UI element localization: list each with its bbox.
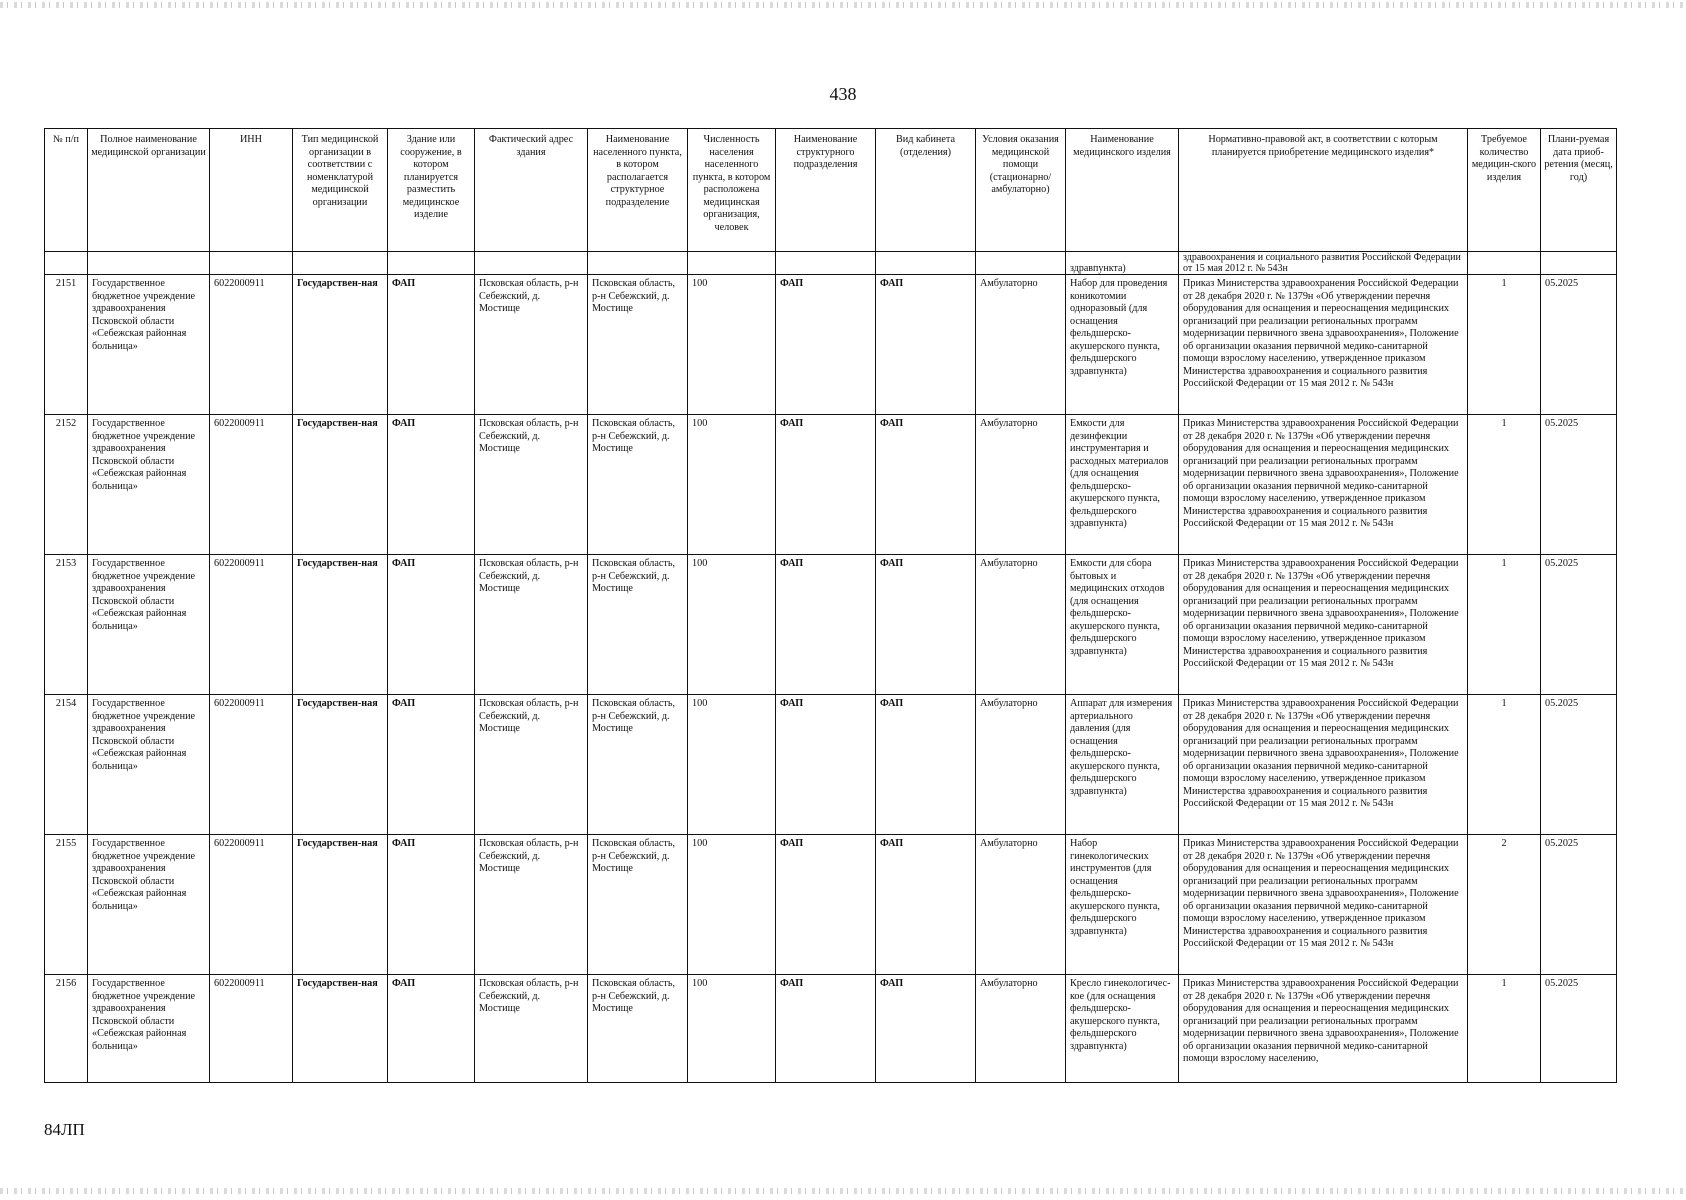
- row-date: 05.2025: [1541, 415, 1617, 555]
- row-settlement: Псковская область, р-н Себежский, д. Мостище: [588, 555, 688, 695]
- row-item: Набор для проведения коникотомии одноразовый (для оснащения фельдшерско-акушерского пункта, фельдшерского здравпункта): [1066, 275, 1179, 415]
- row-cabinet: ФАП: [876, 275, 976, 415]
- row-building: ФАП: [388, 835, 475, 975]
- row-date: 05.2025: [1541, 275, 1617, 415]
- table-cell: [688, 252, 776, 275]
- row-settlement: Псковская область, р-н Себежский, д. Мостище: [588, 835, 688, 975]
- row-num: 2155: [45, 835, 88, 975]
- row-qty: 1: [1468, 555, 1541, 695]
- row-act: Приказ Министерства здравоохранения Российской Федерации от 28 декабря 2020 г. № 1379н «Об утверждении перечня оборудования для оснащения и переоснащения медицинских организаций при реализации региональных программ модернизации первичного звена здравоохранения», Положение об организации оказания первичной медико-санитарной помощи взрослому населению,: [1179, 975, 1468, 1083]
- header-cell-org: Полное наименование медицинской организации: [88, 129, 210, 252]
- footer-code: 84ЛП: [44, 1120, 85, 1139]
- row-cabinet: ФАП: [876, 695, 976, 835]
- row-settlement: Псковская область, р-н Себежский, д. Мостище: [588, 695, 688, 835]
- row-type: Государствен-ная: [293, 415, 388, 555]
- row-conditions: Амбулаторно: [976, 695, 1066, 835]
- header-cell-num: № п/п: [45, 129, 88, 252]
- row-act: Приказ Министерства здравоохранения Российской Федерации от 28 декабря 2020 г. № 1379н «Об утверждении перечня оборудования для оснащения и переоснащения медицинских организаций при реализации региональных программ модернизации первичного звена здравоохранения», Положение об организации оказания первичной медико-санитарной помощи взрослому населению, утвержденное приказом Министерства здравоохранения и социального развития Российской Федерации от 15 мая 2012 г. № 543н: [1179, 415, 1468, 555]
- row-building: ФАП: [388, 695, 475, 835]
- row-num: 2153: [45, 555, 88, 695]
- row-org: Государственное бюджетное учреждение здравоохранения Псковской области «Себежская районная больница»: [88, 835, 210, 975]
- row-conditions: Амбулаторно: [976, 555, 1066, 695]
- header-cell-qty: Требуемое количество медицин-ского изделия: [1468, 129, 1541, 252]
- table-cell: [876, 252, 976, 275]
- header-cell-building: Здание или сооружение, в котором планируется разместить медицинское изделие: [388, 129, 475, 252]
- row-item: Емкости для сбора бытовых и медицинских отходов (для оснащения фельдшерско-акушерского пункта, фельдшерского здравпункта): [1066, 555, 1179, 695]
- table-row: [45, 835, 1617, 975]
- row-org: Государственное бюджетное учреждение здравоохранения Псковской области «Себежская районная больница»: [88, 555, 210, 695]
- row-org: Государственное бюджетное учреждение здравоохранения Псковской области «Себежская районная больница»: [88, 975, 210, 1083]
- row-division: ФАП: [776, 975, 876, 1083]
- row-inn: 6022000911: [210, 975, 293, 1083]
- row-population: 100: [688, 695, 776, 835]
- row-date: 05.2025: [1541, 975, 1617, 1083]
- row-act: Приказ Министерства здравоохранения Российской Федерации от 28 декабря 2020 г. № 1379н «Об утверждении перечня оборудования для оснащения и переоснащения медицинских организаций при реализации региональных программ модернизации первичного звена здравоохранения», Положение об организации оказания первичной медико-санитарной помощи взрослому населению, утвержденное приказом Министерства здравоохранения и социального развития Российской Федерации от 15 мая 2012 г. № 543н: [1179, 555, 1468, 695]
- table-cell: [776, 252, 876, 275]
- row-org: Государственное бюджетное учреждение здравоохранения Псковской области «Себежская районная больница»: [88, 275, 210, 415]
- row-act: Приказ Министерства здравоохранения Российской Федерации от 28 декабря 2020 г. № 1379н «Об утверждении перечня оборудования для оснащения и переоснащения медицинских организаций при реализации региональных программ модернизации первичного звена здравоохранения», Положение об организации оказания первичной медико-санитарной помощи взрослому населению, утвержденное приказом Министерства здравоохранения и социального развития Российской Федерации от 15 мая 2012 г. № 543н: [1179, 835, 1468, 975]
- table-cell: [475, 252, 588, 275]
- row-inn: 6022000911: [210, 695, 293, 835]
- row-building: ФАП: [388, 415, 475, 555]
- row-address: Псковская область, р-н Себежский, д. Мостище: [475, 975, 588, 1083]
- header-cell-act: Нормативно-правовой акт, в соответствии с которым планируется приобретение медицинского изделия*: [1179, 129, 1468, 252]
- row-qty: 1: [1468, 415, 1541, 555]
- row-population: 100: [688, 415, 776, 555]
- row-qty: 1: [1468, 275, 1541, 415]
- row-building: ФАП: [388, 555, 475, 695]
- row-division: ФАП: [776, 275, 876, 415]
- row-qty: 2: [1468, 835, 1541, 975]
- row-type: Государствен-ная: [293, 695, 388, 835]
- row-qty: 1: [1468, 975, 1541, 1083]
- header-cell-item: Наименование медицинского изделия: [1066, 129, 1179, 252]
- header-cell-division: Наименование структурного подразделения: [776, 129, 876, 252]
- row-population: 100: [688, 275, 776, 415]
- header-cell-cabinet: Вид кабинета (отделения): [876, 129, 976, 252]
- row-type: Государствен-ная: [293, 555, 388, 695]
- row-conditions: Амбулаторно: [976, 415, 1066, 555]
- page-number: 438: [829, 84, 857, 104]
- row-type: Государствен-ная: [293, 975, 388, 1083]
- row-org: Государственное бюджетное учреждение здравоохранения Псковской области «Себежская районная больница»: [88, 695, 210, 835]
- row-division: ФАП: [776, 835, 876, 975]
- row-num: 2152: [45, 415, 88, 555]
- row-division: ФАП: [776, 415, 876, 555]
- row-address: Псковская область, р-н Себежский, д. Мостище: [475, 555, 588, 695]
- table-cell: [1468, 252, 1541, 275]
- header-cell-address: Фактический адрес здания: [475, 129, 588, 252]
- row-cabinet: ФАП: [876, 835, 976, 975]
- row-address: Псковская область, р-н Себежский, д. Мостище: [475, 275, 588, 415]
- table-header-row: [45, 129, 1617, 252]
- continuation-item: здравпункта): [1066, 252, 1179, 275]
- row-address: Псковская область, р-н Себежский, д. Мостище: [475, 415, 588, 555]
- scan-edge-top: [0, 2, 1686, 8]
- header-cell-type: Тип медицинской организации в соответствии с номенклатурой медицинской организации: [293, 129, 388, 252]
- row-population: 100: [688, 555, 776, 695]
- table-cell: [210, 252, 293, 275]
- row-population: 100: [688, 835, 776, 975]
- row-conditions: Амбулаторно: [976, 975, 1066, 1083]
- row-conditions: Амбулаторно: [976, 835, 1066, 975]
- equipment-table: [44, 128, 1617, 1083]
- row-type: Государствен-ная: [293, 275, 388, 415]
- row-num: 2151: [45, 275, 88, 415]
- scan-edge-bottom: [0, 1188, 1686, 1194]
- row-population: 100: [688, 975, 776, 1083]
- row-item: Кресло гинекологичес-кое (для оснащения фельдшерско-акушерского пункта, фельдшерского здравпункта): [1066, 975, 1179, 1083]
- row-date: 05.2025: [1541, 555, 1617, 695]
- header-cell-date: Плани-руемая дата приоб-ретения (месяц, год): [1541, 129, 1617, 252]
- row-date: 05.2025: [1541, 695, 1617, 835]
- row-settlement: Псковская область, р-н Себежский, д. Мостище: [588, 415, 688, 555]
- table-cell: [293, 252, 388, 275]
- row-org: Государственное бюджетное учреждение здравоохранения Псковской области «Себежская районная больница»: [88, 415, 210, 555]
- row-date: 05.2025: [1541, 835, 1617, 975]
- row-settlement: Псковская область, р-н Себежский, д. Мостище: [588, 975, 688, 1083]
- table-row: [45, 275, 1617, 415]
- row-act: Приказ Министерства здравоохранения Российской Федерации от 28 декабря 2020 г. № 1379н «Об утверждении перечня оборудования для оснащения и переоснащения медицинских организаций при реализации региональных программ модернизации первичного звена здравоохранения», Положение об организации оказания первичной медико-санитарной помощи взрослому населению, утвержденное приказом Министерства здравоохранения и социального развития Российской Федерации от 15 мая 2012 г. № 543н: [1179, 275, 1468, 415]
- row-settlement: Псковская область, р-н Себежский, д. Мостище: [588, 275, 688, 415]
- row-cabinet: ФАП: [876, 555, 976, 695]
- row-item: Набор гинекологических инструментов (для оснащения фельдшерско-акушерского пункта, фельдшерского здравпункта): [1066, 835, 1179, 975]
- row-inn: 6022000911: [210, 415, 293, 555]
- row-act: Приказ Министерства здравоохранения Российской Федерации от 28 декабря 2020 г. № 1379н «Об утверждении перечня оборудования для оснащения и переоснащения медицинских организаций при реализации региональных программ модернизации первичного звена здравоохранения», Положение об организации оказания первичной медико-санитарной помощи взрослому населению, утвержденное приказом Министерства здравоохранения и социального развития Российской Федерации от 15 мая 2012 г. № 543н: [1179, 695, 1468, 835]
- row-type: Государствен-ная: [293, 835, 388, 975]
- row-inn: 6022000911: [210, 555, 293, 695]
- table-cell: [88, 252, 210, 275]
- row-building: ФАП: [388, 975, 475, 1083]
- table-row: [45, 695, 1617, 835]
- row-conditions: Амбулаторно: [976, 275, 1066, 415]
- table-cell: [1541, 252, 1617, 275]
- row-item: Емкости для дезинфекции инструментария и расходных материалов (для оснащения фельдшерско-акушерского пункта, фельдшерского здравпункта): [1066, 415, 1179, 555]
- row-cabinet: ФАП: [876, 975, 976, 1083]
- table-row: [45, 555, 1617, 695]
- table-cell: [388, 252, 475, 275]
- row-qty: 1: [1468, 695, 1541, 835]
- row-num: 2156: [45, 975, 88, 1083]
- table-cell: [45, 252, 88, 275]
- table-cell: [588, 252, 688, 275]
- row-num: 2154: [45, 695, 88, 835]
- header-cell-settlement: Наименование населенного пункта, в котором располагается структурное подразделение: [588, 129, 688, 252]
- header-cell-population: Численность населения населенного пункта, в котором расположена медицинская организация, человек: [688, 129, 776, 252]
- header-cell-inn: ИНН: [210, 129, 293, 252]
- table-row: [45, 415, 1617, 555]
- header-cell-conditions: Условия оказания медицинской помощи (стационарно/ амбулаторно): [976, 129, 1066, 252]
- continuation-row: [45, 252, 1617, 275]
- table-cell: [976, 252, 1066, 275]
- row-division: ФАП: [776, 555, 876, 695]
- row-building: ФАП: [388, 275, 475, 415]
- row-inn: 6022000911: [210, 275, 293, 415]
- row-item: Аппарат для измерения артериального давления (для оснащения фельдшерско-акушерского пункта, фельдшерского здравпункта): [1066, 695, 1179, 835]
- table-row: [45, 975, 1617, 1083]
- row-address: Псковская область, р-н Себежский, д. Мостище: [475, 835, 588, 975]
- continuation-act: здравоохранения и социального развития Российской Федерации от 15 мая 2012 г. № 543н: [1179, 252, 1468, 275]
- row-cabinet: ФАП: [876, 415, 976, 555]
- row-division: ФАП: [776, 695, 876, 835]
- row-inn: 6022000911: [210, 835, 293, 975]
- row-address: Псковская область, р-н Себежский, д. Мостище: [475, 695, 588, 835]
